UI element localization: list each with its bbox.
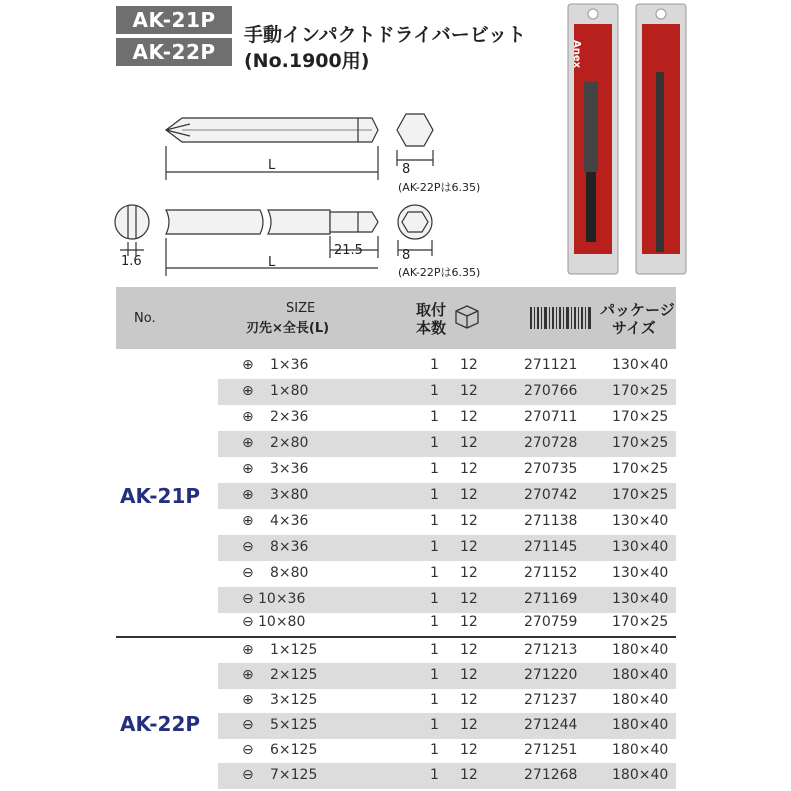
box-cell: 12 xyxy=(460,539,478,555)
hex-size-label-bottom: 8 xyxy=(402,248,411,263)
pkg-cell: 130×40 xyxy=(612,565,669,581)
tip-icon: ⊖ xyxy=(242,565,254,581)
box-cell: 12 xyxy=(460,565,478,581)
box-icon xyxy=(454,303,480,329)
qty-cell: 1 xyxy=(430,409,439,425)
tip-icon: ⊖ xyxy=(242,717,254,733)
box-cell: 12 xyxy=(460,717,478,733)
table-row xyxy=(218,509,676,535)
qty-cell: 1 xyxy=(430,614,439,630)
pkg-cell: 130×40 xyxy=(612,513,669,529)
pkg-cell: 180×40 xyxy=(612,742,669,758)
size-cell: 4×36 xyxy=(270,513,309,529)
code-cell: 270759 xyxy=(524,614,578,630)
alt-note-bottom: (AK-22Pは6.35) xyxy=(398,266,481,279)
tip-icon: ⊕ xyxy=(242,487,254,503)
header-pkg-bottom: サイズ xyxy=(612,319,656,337)
tip-icon: ⊖ xyxy=(242,539,254,555)
qty-cell: 1 xyxy=(430,565,439,581)
tip-icon: ⊖ xyxy=(242,614,254,630)
code-cell: 271152 xyxy=(524,565,578,581)
pkg-cell: 180×40 xyxy=(612,692,669,708)
table-row xyxy=(218,638,676,664)
code-cell: 271251 xyxy=(524,742,578,758)
box-cell: 12 xyxy=(460,409,478,425)
hex-size-label-top: 8 xyxy=(402,162,411,177)
qty-cell: 1 xyxy=(430,642,439,658)
box-cell: 12 xyxy=(460,487,478,503)
size-cell: 10×36 xyxy=(258,591,306,607)
size-cell: 2×125 xyxy=(270,667,318,683)
box-cell: 12 xyxy=(460,692,478,708)
header-size-bottom: 刃先×全長(L) xyxy=(246,321,330,336)
qty-cell: 1 xyxy=(430,513,439,529)
pkg-cell: 180×40 xyxy=(612,767,669,783)
size-cell: 1×125 xyxy=(270,642,318,658)
pkg-cell: 170×25 xyxy=(612,487,669,503)
tip-icon: ⊕ xyxy=(242,642,254,658)
pkg-cell: 130×40 xyxy=(612,357,669,373)
table-row xyxy=(218,457,676,483)
qty-cell: 1 xyxy=(430,667,439,683)
qty-cell: 1 xyxy=(430,742,439,758)
code-cell: 270728 xyxy=(524,435,578,451)
code-cell: 271213 xyxy=(524,642,578,658)
header-pkg-top: パッケージ xyxy=(600,301,675,319)
box-cell: 12 xyxy=(460,642,478,658)
qty-cell: 1 xyxy=(430,692,439,708)
slot-width-label: 1.6 xyxy=(121,254,142,269)
page-title: 手動インパクトドライバービット xyxy=(244,24,526,46)
tip-icon: ⊖ xyxy=(242,767,254,783)
qty-cell: 1 xyxy=(430,461,439,477)
box-cell: 12 xyxy=(460,767,478,783)
size-cell: 2×80 xyxy=(270,435,309,451)
size-cell: 8×80 xyxy=(270,565,309,581)
qty-cell: 1 xyxy=(430,383,439,399)
tip-icon: ⊕ xyxy=(242,357,254,373)
table-row xyxy=(218,713,676,739)
size-cell: 1×36 xyxy=(270,357,309,373)
header-size-top: SIZE xyxy=(286,301,316,316)
table-row xyxy=(218,763,676,789)
code-cell: 270766 xyxy=(524,383,578,399)
tip-icon: ⊖ xyxy=(242,742,254,758)
model-badge-ak22p: AK-22P xyxy=(116,38,232,66)
header-no: No. xyxy=(134,311,156,326)
box-cell: 12 xyxy=(460,591,478,607)
table-row xyxy=(218,535,676,561)
pkg-cell: 180×40 xyxy=(612,667,669,683)
size-cell: 6×125 xyxy=(270,742,318,758)
size-cell: 3×80 xyxy=(270,487,309,503)
tip-icon: ⊕ xyxy=(242,383,254,399)
box-cell: 12 xyxy=(460,513,478,529)
tip-icon: ⊕ xyxy=(242,667,254,683)
tip-icon: ⊕ xyxy=(242,461,254,477)
size-cell: 3×125 xyxy=(270,692,318,708)
qty-cell: 1 xyxy=(430,717,439,733)
box-cell: 12 xyxy=(460,357,478,373)
tip-icon: ⊕ xyxy=(242,692,254,708)
pkg-cell: 180×40 xyxy=(612,717,669,733)
table-row xyxy=(218,663,676,689)
code-cell: 271237 xyxy=(524,692,578,708)
tip-icon: ⊕ xyxy=(242,513,254,529)
tip-icon: ⊕ xyxy=(242,409,254,425)
code-cell: 271220 xyxy=(524,667,578,683)
table-header xyxy=(116,287,676,349)
pkg-cell: 180×40 xyxy=(612,642,669,658)
code-cell: 270742 xyxy=(524,487,578,503)
length-label-bottom: L xyxy=(268,255,276,270)
code-cell: 270711 xyxy=(524,409,578,425)
package-photo xyxy=(566,2,690,278)
code-cell: 271169 xyxy=(524,591,578,607)
box-cell: 12 xyxy=(460,667,478,683)
qty-cell: 1 xyxy=(430,357,439,373)
size-cell: 10×80 xyxy=(258,614,306,630)
size-cell: 7×125 xyxy=(270,767,318,783)
pkg-cell: 170×25 xyxy=(612,409,669,425)
qty-cell: 1 xyxy=(430,767,439,783)
group-model-ak22p: AK-22P xyxy=(120,712,201,736)
table-row xyxy=(218,431,676,457)
model-badge-ak21p: AK-21P xyxy=(116,6,232,34)
table-row xyxy=(218,483,676,509)
alt-note-top: (AK-22Pは6.35) xyxy=(398,181,481,194)
table-row xyxy=(218,561,676,587)
box-cell: 12 xyxy=(460,614,478,630)
pkg-cell: 170×25 xyxy=(612,614,669,630)
code-cell: 271121 xyxy=(524,357,578,373)
size-cell: 1×80 xyxy=(270,383,309,399)
code-cell: 270735 xyxy=(524,461,578,477)
length-label-top: L xyxy=(268,158,276,173)
table-row xyxy=(218,353,676,379)
size-cell: 5×125 xyxy=(270,717,318,733)
code-cell: 271138 xyxy=(524,513,578,529)
qty-cell: 1 xyxy=(430,435,439,451)
table-row xyxy=(218,610,676,636)
qty-cell: 1 xyxy=(430,487,439,503)
header-qty-top: 取付 xyxy=(416,301,447,319)
pkg-cell: 170×25 xyxy=(612,461,669,477)
page-subtitle: (No.1900用) xyxy=(244,50,370,72)
box-cell: 12 xyxy=(460,383,478,399)
pkg-cell: 170×25 xyxy=(612,435,669,451)
shank-length-label: 21.5 xyxy=(334,243,363,258)
qty-cell: 1 xyxy=(430,591,439,607)
size-cell: 2×36 xyxy=(270,409,309,425)
tip-icon: ⊕ xyxy=(242,435,254,451)
table-row xyxy=(218,405,676,431)
pkg-cell: 170×25 xyxy=(612,383,669,399)
pkg-cell: 130×40 xyxy=(612,539,669,555)
table-row xyxy=(218,379,676,405)
size-cell: 3×36 xyxy=(270,461,309,477)
table-row xyxy=(218,688,676,714)
tip-icon: ⊖ xyxy=(242,591,254,607)
code-cell: 271244 xyxy=(524,717,578,733)
code-cell: 271268 xyxy=(524,767,578,783)
size-cell: 8×36 xyxy=(270,539,309,555)
barcode-icon xyxy=(530,307,592,329)
qty-cell: 1 xyxy=(430,539,439,555)
code-cell: 271145 xyxy=(524,539,578,555)
group-model-ak21p: AK-21P xyxy=(120,484,201,508)
box-cell: 12 xyxy=(460,461,478,477)
bit-diagram xyxy=(110,100,550,280)
pkg-cell: 130×40 xyxy=(612,591,669,607)
package-brand: Anex xyxy=(571,40,582,69)
header-qty-bottom: 本数 xyxy=(416,319,447,337)
table-row xyxy=(218,738,676,764)
box-cell: 12 xyxy=(460,742,478,758)
box-cell: 12 xyxy=(460,435,478,451)
